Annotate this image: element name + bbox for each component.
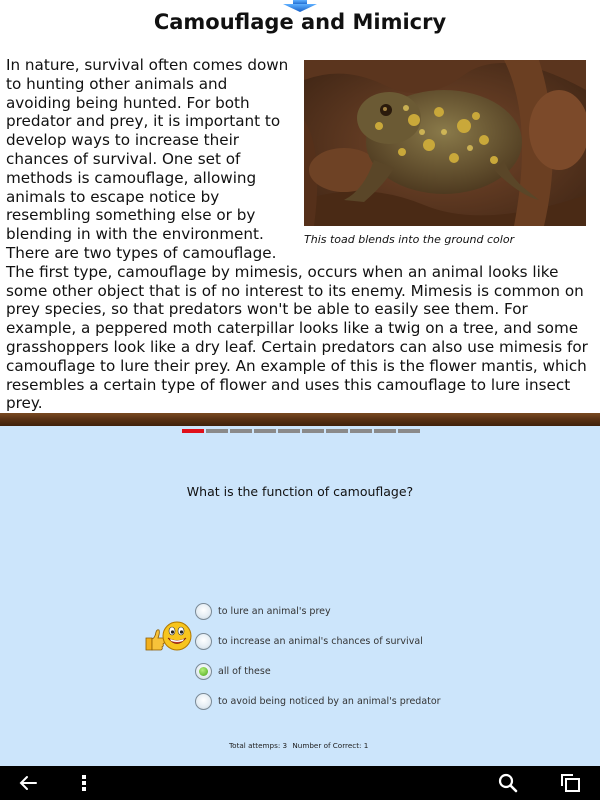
progress-segment (374, 429, 396, 433)
toad-photo (304, 60, 586, 226)
navigation-bar (0, 766, 600, 800)
total-attempts-label: Total attemps: 3 (229, 741, 288, 750)
answer-option-label[interactable]: to increase an animal's chances of survival (218, 635, 423, 647)
progress-segment (182, 429, 204, 433)
answer-option[interactable] (195, 626, 535, 656)
progress-segment (206, 429, 228, 433)
article-text: In nature, survival often comes down to hunting other animals and avoiding being hunted. For both predator and prey, it is important to develop ways to increase their chances of survival. One set of methods is camouflage, allowing animals to escape notice by resembling something else or by blending in with the environment. There are two types of camouflage. The first type, camouflage by mimesis, occurs when an animal looks like some other object that is of no interest to its enemy. Mimesis is common on prey species, so that predators won't be able to easily see them. For example, a peppered moth caterpillar looks like a twig on a tree, and some grasshoppers look like a dry leaf. Certain predators can also use mimesis for camouflage to lure their prey. An example of this is the flower mantis, which resembles a certain type of flower and uses this camouflage to lure insect prey. (6, 56, 588, 413)
progress-segment (254, 429, 276, 433)
quiz-panel (0, 426, 600, 766)
article-title: Camouflage and Mimicry (153, 10, 447, 34)
thumbs-up-smiley-icon (143, 620, 195, 654)
answer-option-label[interactable]: all of these (218, 665, 271, 677)
recent-apps-icon[interactable] (558, 772, 582, 794)
photo-caption: This toad blends into the ground color (304, 233, 515, 246)
answer-option-label[interactable]: to lure an animal's prey (218, 605, 331, 617)
progress-segment (350, 429, 372, 433)
progress-segment (230, 429, 252, 433)
overflow-menu-icon[interactable] (72, 772, 96, 794)
radio-button[interactable] (195, 693, 212, 710)
article-body (6, 56, 596, 413)
wood-divider (0, 413, 600, 426)
number-correct-label: Number of Correct: 1 (292, 741, 369, 750)
answer-option[interactable] (195, 596, 535, 626)
answer-option[interactable] (195, 686, 535, 716)
quiz-question: What is the function of camouflage? (186, 484, 414, 499)
radio-button-selected[interactable] (195, 663, 212, 680)
quiz-progress-bar (182, 429, 422, 434)
progress-segment (278, 429, 300, 433)
progress-segment (326, 429, 348, 433)
article-figure (304, 60, 596, 246)
answer-options (195, 596, 535, 716)
progress-segment (398, 429, 420, 433)
progress-segment (302, 429, 324, 433)
radio-button[interactable] (195, 603, 212, 620)
answer-option[interactable] (195, 656, 535, 686)
back-icon[interactable] (16, 772, 40, 794)
quiz-stats (229, 741, 371, 750)
radio-button[interactable] (195, 633, 212, 650)
answer-option-label[interactable]: to avoid being noticed by an animal's predator (218, 695, 441, 707)
radio-dot (199, 667, 208, 676)
search-icon[interactable] (496, 772, 520, 794)
